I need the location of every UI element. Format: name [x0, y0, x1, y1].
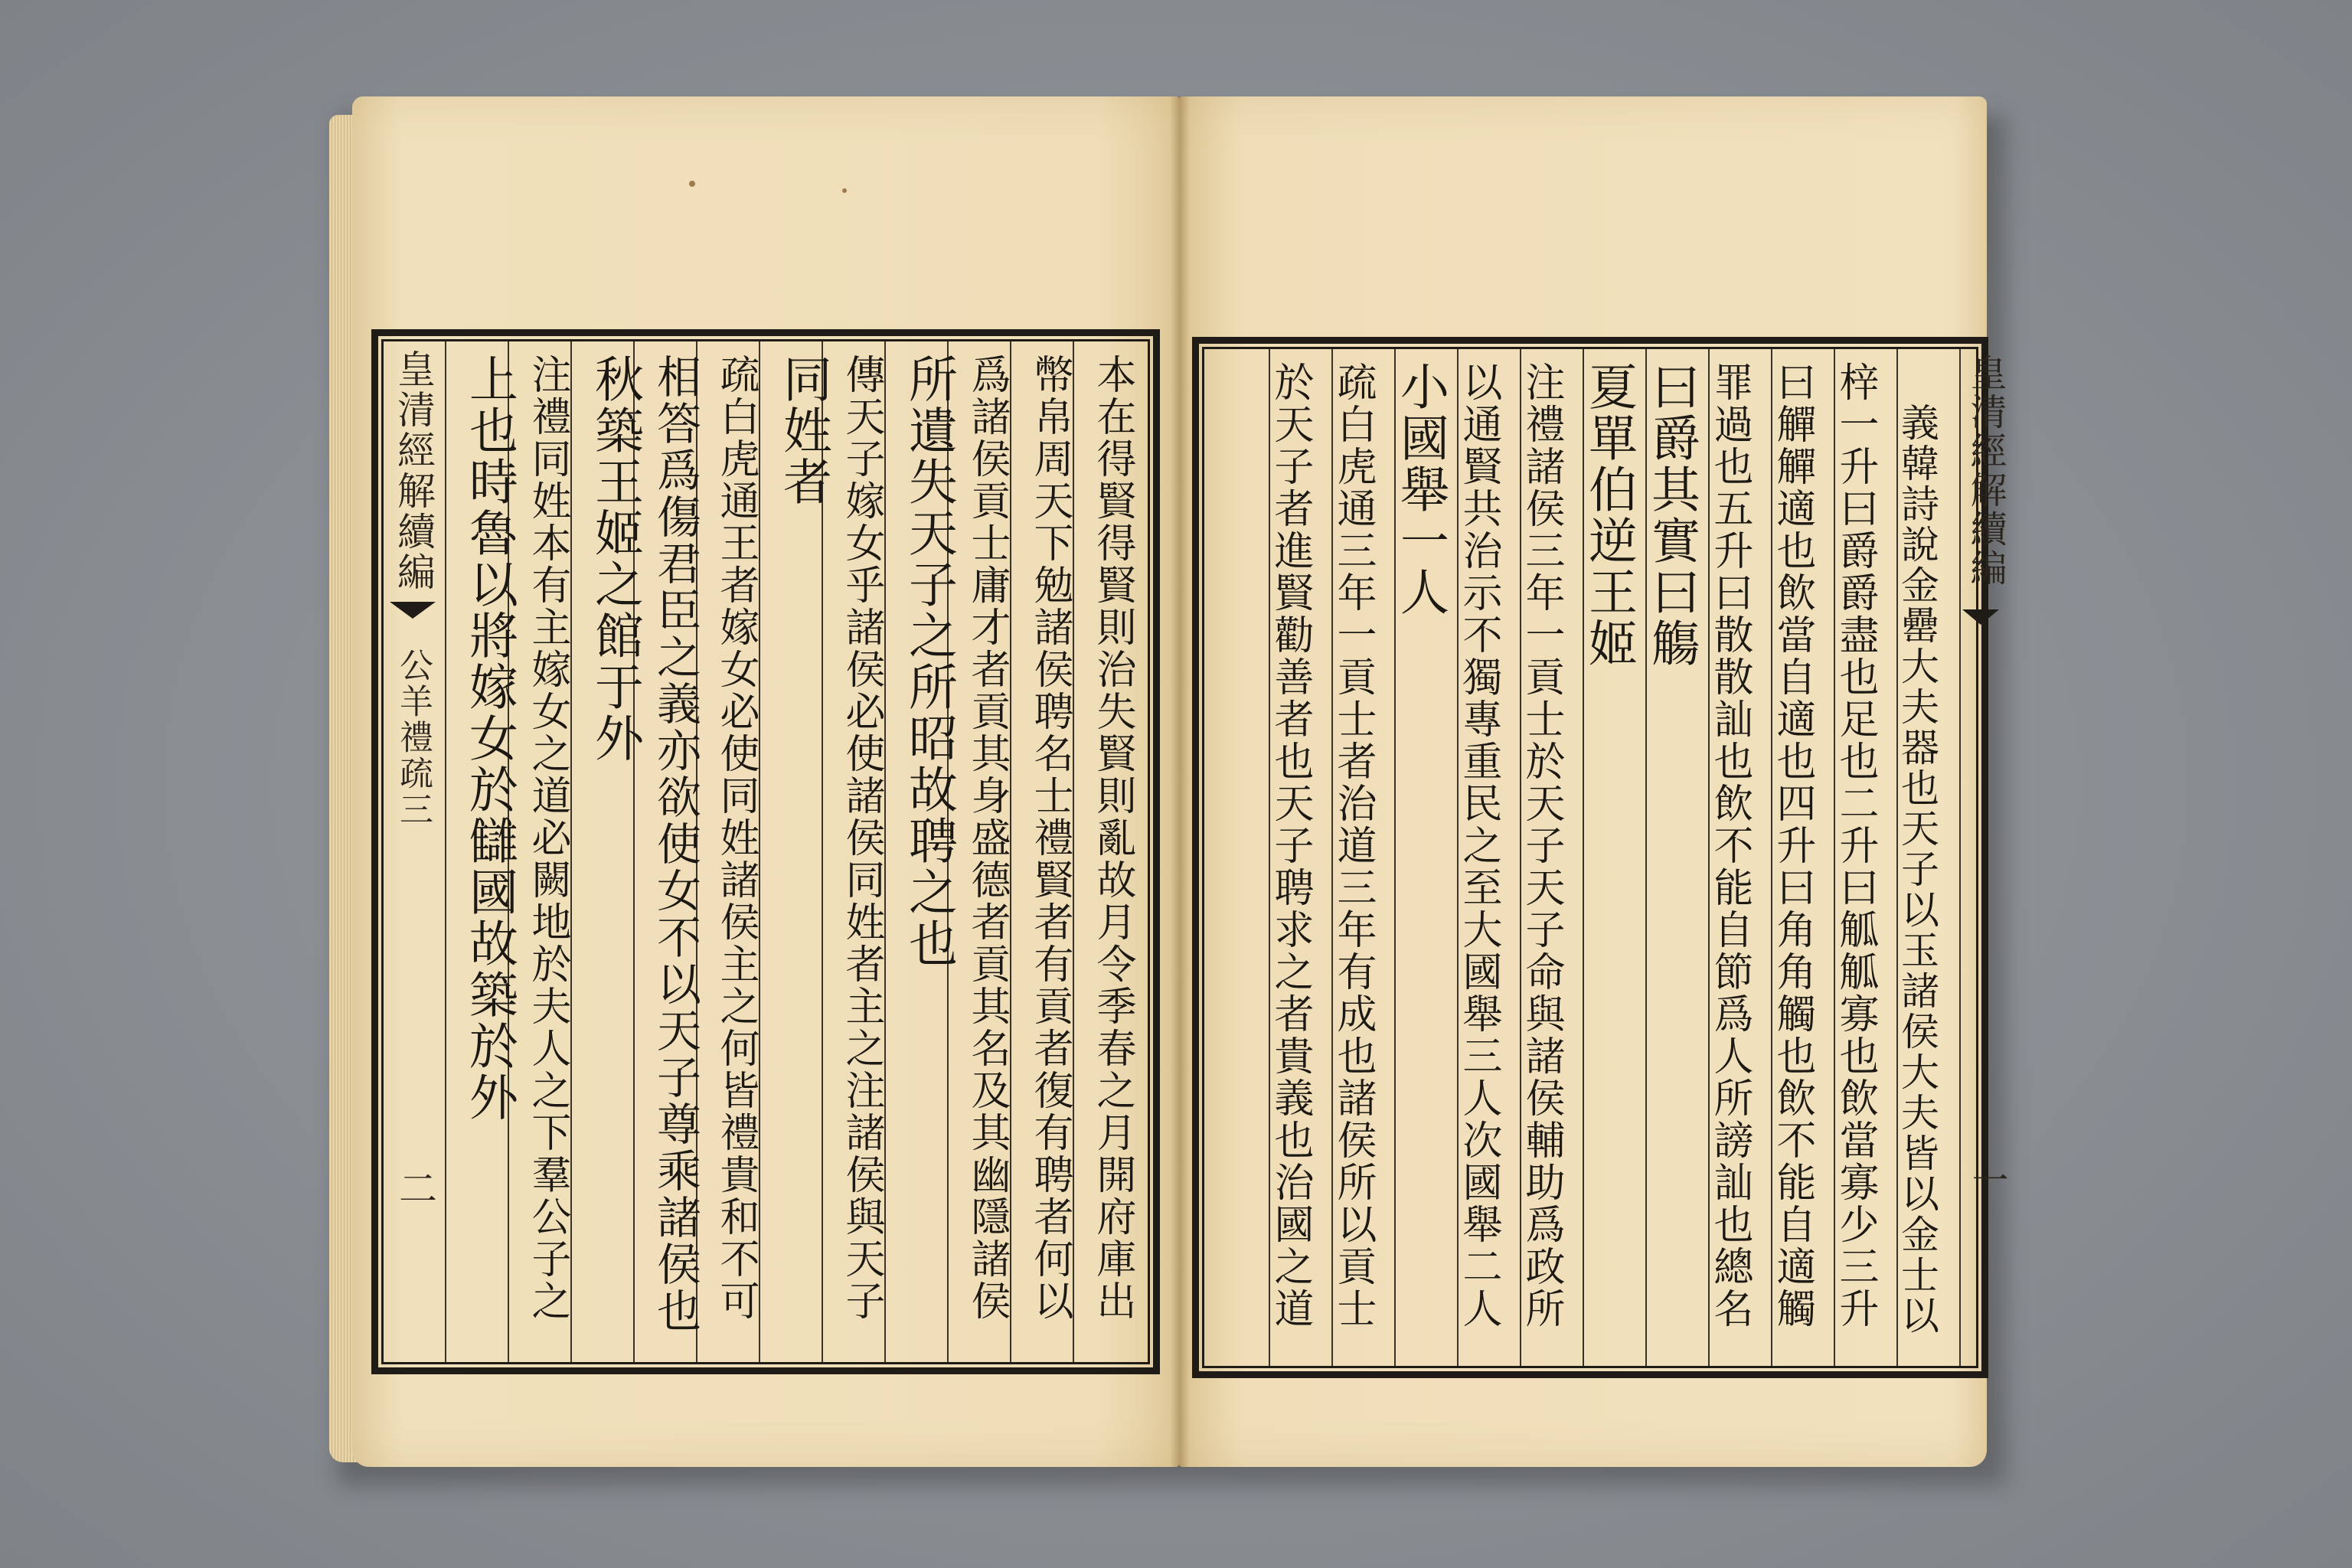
margin-title: 皇清經解續編	[391, 349, 436, 593]
paper-speck	[842, 188, 847, 193]
text-column: 疏白虎通三年一貢士者治道三年有成也諸侯所以貢士	[1330, 361, 1376, 1330]
text-column: 夏單伯逆王姬	[1580, 361, 1637, 669]
text-column: 秋築王姬之館于外	[586, 354, 643, 764]
text-column: 梓一升曰爵爵盡也足也二升曰觚觚寡也飲當寡少三升	[1832, 361, 1878, 1330]
folio-number: 一	[1965, 1161, 2008, 1200]
text-column: 小國舉一人	[1392, 361, 1449, 618]
text-column: 注禮諸侯三年一貢士於天子天子命與諸侯輔助爲政所	[1518, 361, 1564, 1330]
fish-tail-mark	[390, 602, 436, 619]
text-column: 同姓者	[775, 354, 831, 508]
text-column: 本在得賢得賢則治失賢則亂故月令季春之月開府庫出	[1089, 354, 1135, 1322]
margin-title: 皇清經解續編	[1964, 354, 2007, 588]
text-column: 義韓詩說金罍大夫器也天子以玉諸侯大夫皆以金士以	[1895, 403, 1939, 1336]
text-column: 於天子者進賢勸善者也天子聘求之者貴義也治國之道	[1267, 361, 1313, 1330]
column-rule	[1959, 349, 1961, 1366]
column-rule	[1010, 341, 1011, 1362]
text-column: 曰觶觶適也飲當自適也四升曰角角觸也飲不能自適觸	[1769, 361, 1815, 1330]
right-frame-inner	[1202, 347, 2008, 1368]
text-column: 爲諸侯貢士庸才者貢其身盛德者貢其名及其幽隱諸侯	[964, 354, 1010, 1322]
text-column: 罪過也五升曰散散訕也飲不能自節爲人所謗訕也總名	[1707, 361, 1753, 1330]
left-text-frame	[371, 329, 1160, 1374]
left-frame-inner	[381, 339, 1150, 1364]
margin-subtitle: 公羊禮疏三	[394, 648, 433, 828]
text-column: 所遺失天子之所昭故聘之也	[900, 354, 957, 969]
folio-number: 二	[393, 1168, 437, 1209]
column-rule	[445, 341, 446, 1362]
fish-tail-mark	[1962, 609, 1999, 625]
text-column: 幣帛周天下勉諸侯聘名士禮賢者有貢者復有聘者何以	[1027, 354, 1073, 1322]
column-rule	[1073, 341, 1074, 1362]
text-column: 傳天子嫁女乎諸侯必使諸侯同姓者主之注諸侯與天子	[838, 354, 884, 1322]
column-rule	[570, 341, 572, 1362]
text-column: 上也時魯以將嫁女於讎國故築於外	[461, 354, 518, 1123]
book-spine	[1170, 96, 1190, 1467]
text-column: 疏白虎通王者嫁女必使同姓諸侯主之何皆禮貴和不可	[713, 354, 759, 1322]
column-rule	[884, 341, 886, 1362]
text-column: 相答爲傷君臣之義亦欲使女不以天子尊乘諸侯也	[649, 354, 701, 1334]
column-rule	[759, 341, 760, 1362]
right-text-frame	[1192, 337, 2008, 1378]
text-column: 注禮同姓本有主嫁女之道必闕地於夫人之下羣公子之	[524, 354, 570, 1322]
paper-speck	[689, 181, 695, 187]
text-column: 曰爵其實曰觴	[1643, 361, 1700, 669]
text-column: 以通賢共治示不獨專重民之至大國舉三人次國舉二人	[1455, 361, 1501, 1330]
